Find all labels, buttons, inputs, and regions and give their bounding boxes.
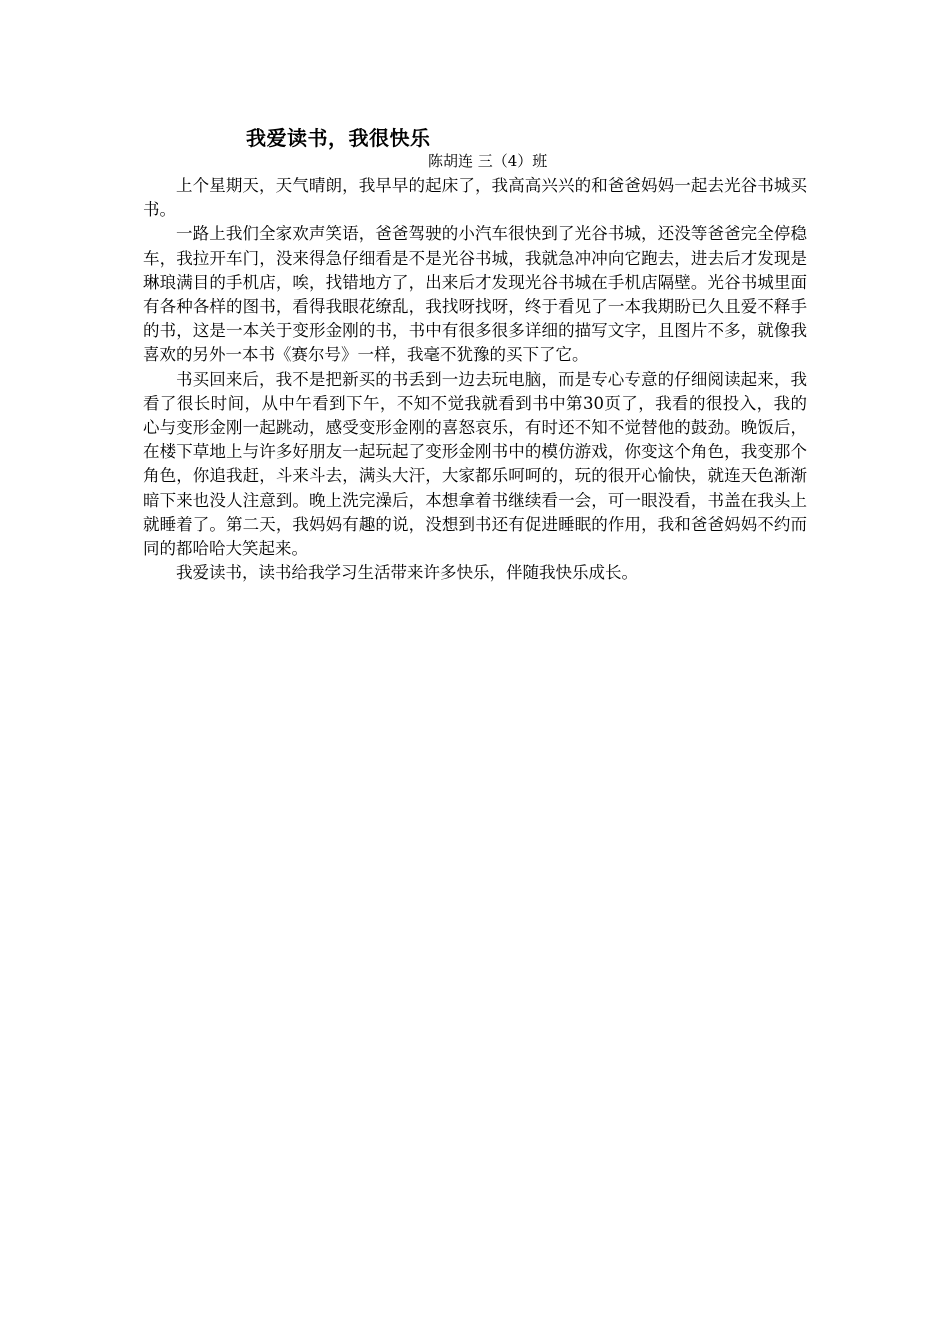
document-title: 我爱读书，我很快乐 xyxy=(246,126,431,150)
paragraph-1: 上个星期天，天气晴朗，我早早的起床了，我高高兴兴的和爸爸妈妈一起去光谷书城买书。 xyxy=(143,176,807,220)
paragraph-2: 一路上我们全家欢声笑语，爸爸驾驶的小汽车很快到了光谷书城，还没等爸爸完全停稳车，我拉开车门，没来得急仔细看是不是光谷书城，我就急冲冲向它跑去，进去后才发现是琳琅满目的手机店，唉，找错地方了，出来后才发现光谷书城在手机店隔壁。光谷书城里面有各种各样的图书，看得我眼花缭乱，我找呀找呀，终于看见了一本我期盼已久且爱不释手的书，这是一本关于变形金刚的书，书中有很多很多详细的描写文字，且图片不多，就像我喜欢的另外一本书《赛尔号》一样，我毫不犹豫的买下了它。 xyxy=(143,224,807,365)
author-byline: 陈胡连 三（4）班 xyxy=(428,152,548,170)
paragraph-3: 书买回来后，我不是把新买的书丢到一边去玩电脑，而是专心专意的仔细阅读起来，我看了很长时间，从中午看到下午，不知不觉我就看到书中第30页了，我看的很投入，我的心与变形金刚一起跳动，感受变形金刚的喜怒哀乐，有时还不知不觉替他的鼓劲。晚饭后，在楼下草地上与许多好朋友一起玩起了变形金刚书中的模仿游戏，你变这个角色，我变那个角色，你追我赶，斗来斗去，满头大汗，大家都乐呵呵的，玩的很开心愉快，就连天色渐渐暗下来也没人注意到。晚上洗完澡后，本想拿着书继续看一会，可一眼没看，书盖在我头上就睡着了。第二天，我妈妈有趣的说，没想到书还有促进睡眠的作用，我和爸爸妈妈不约而同的都哈哈大笑起来。 xyxy=(143,369,807,559)
paragraph-4: 我爱读书，读书给我学习生活带来许多快乐，伴随我快乐成长。 xyxy=(176,563,638,583)
document-body xyxy=(143,174,807,585)
